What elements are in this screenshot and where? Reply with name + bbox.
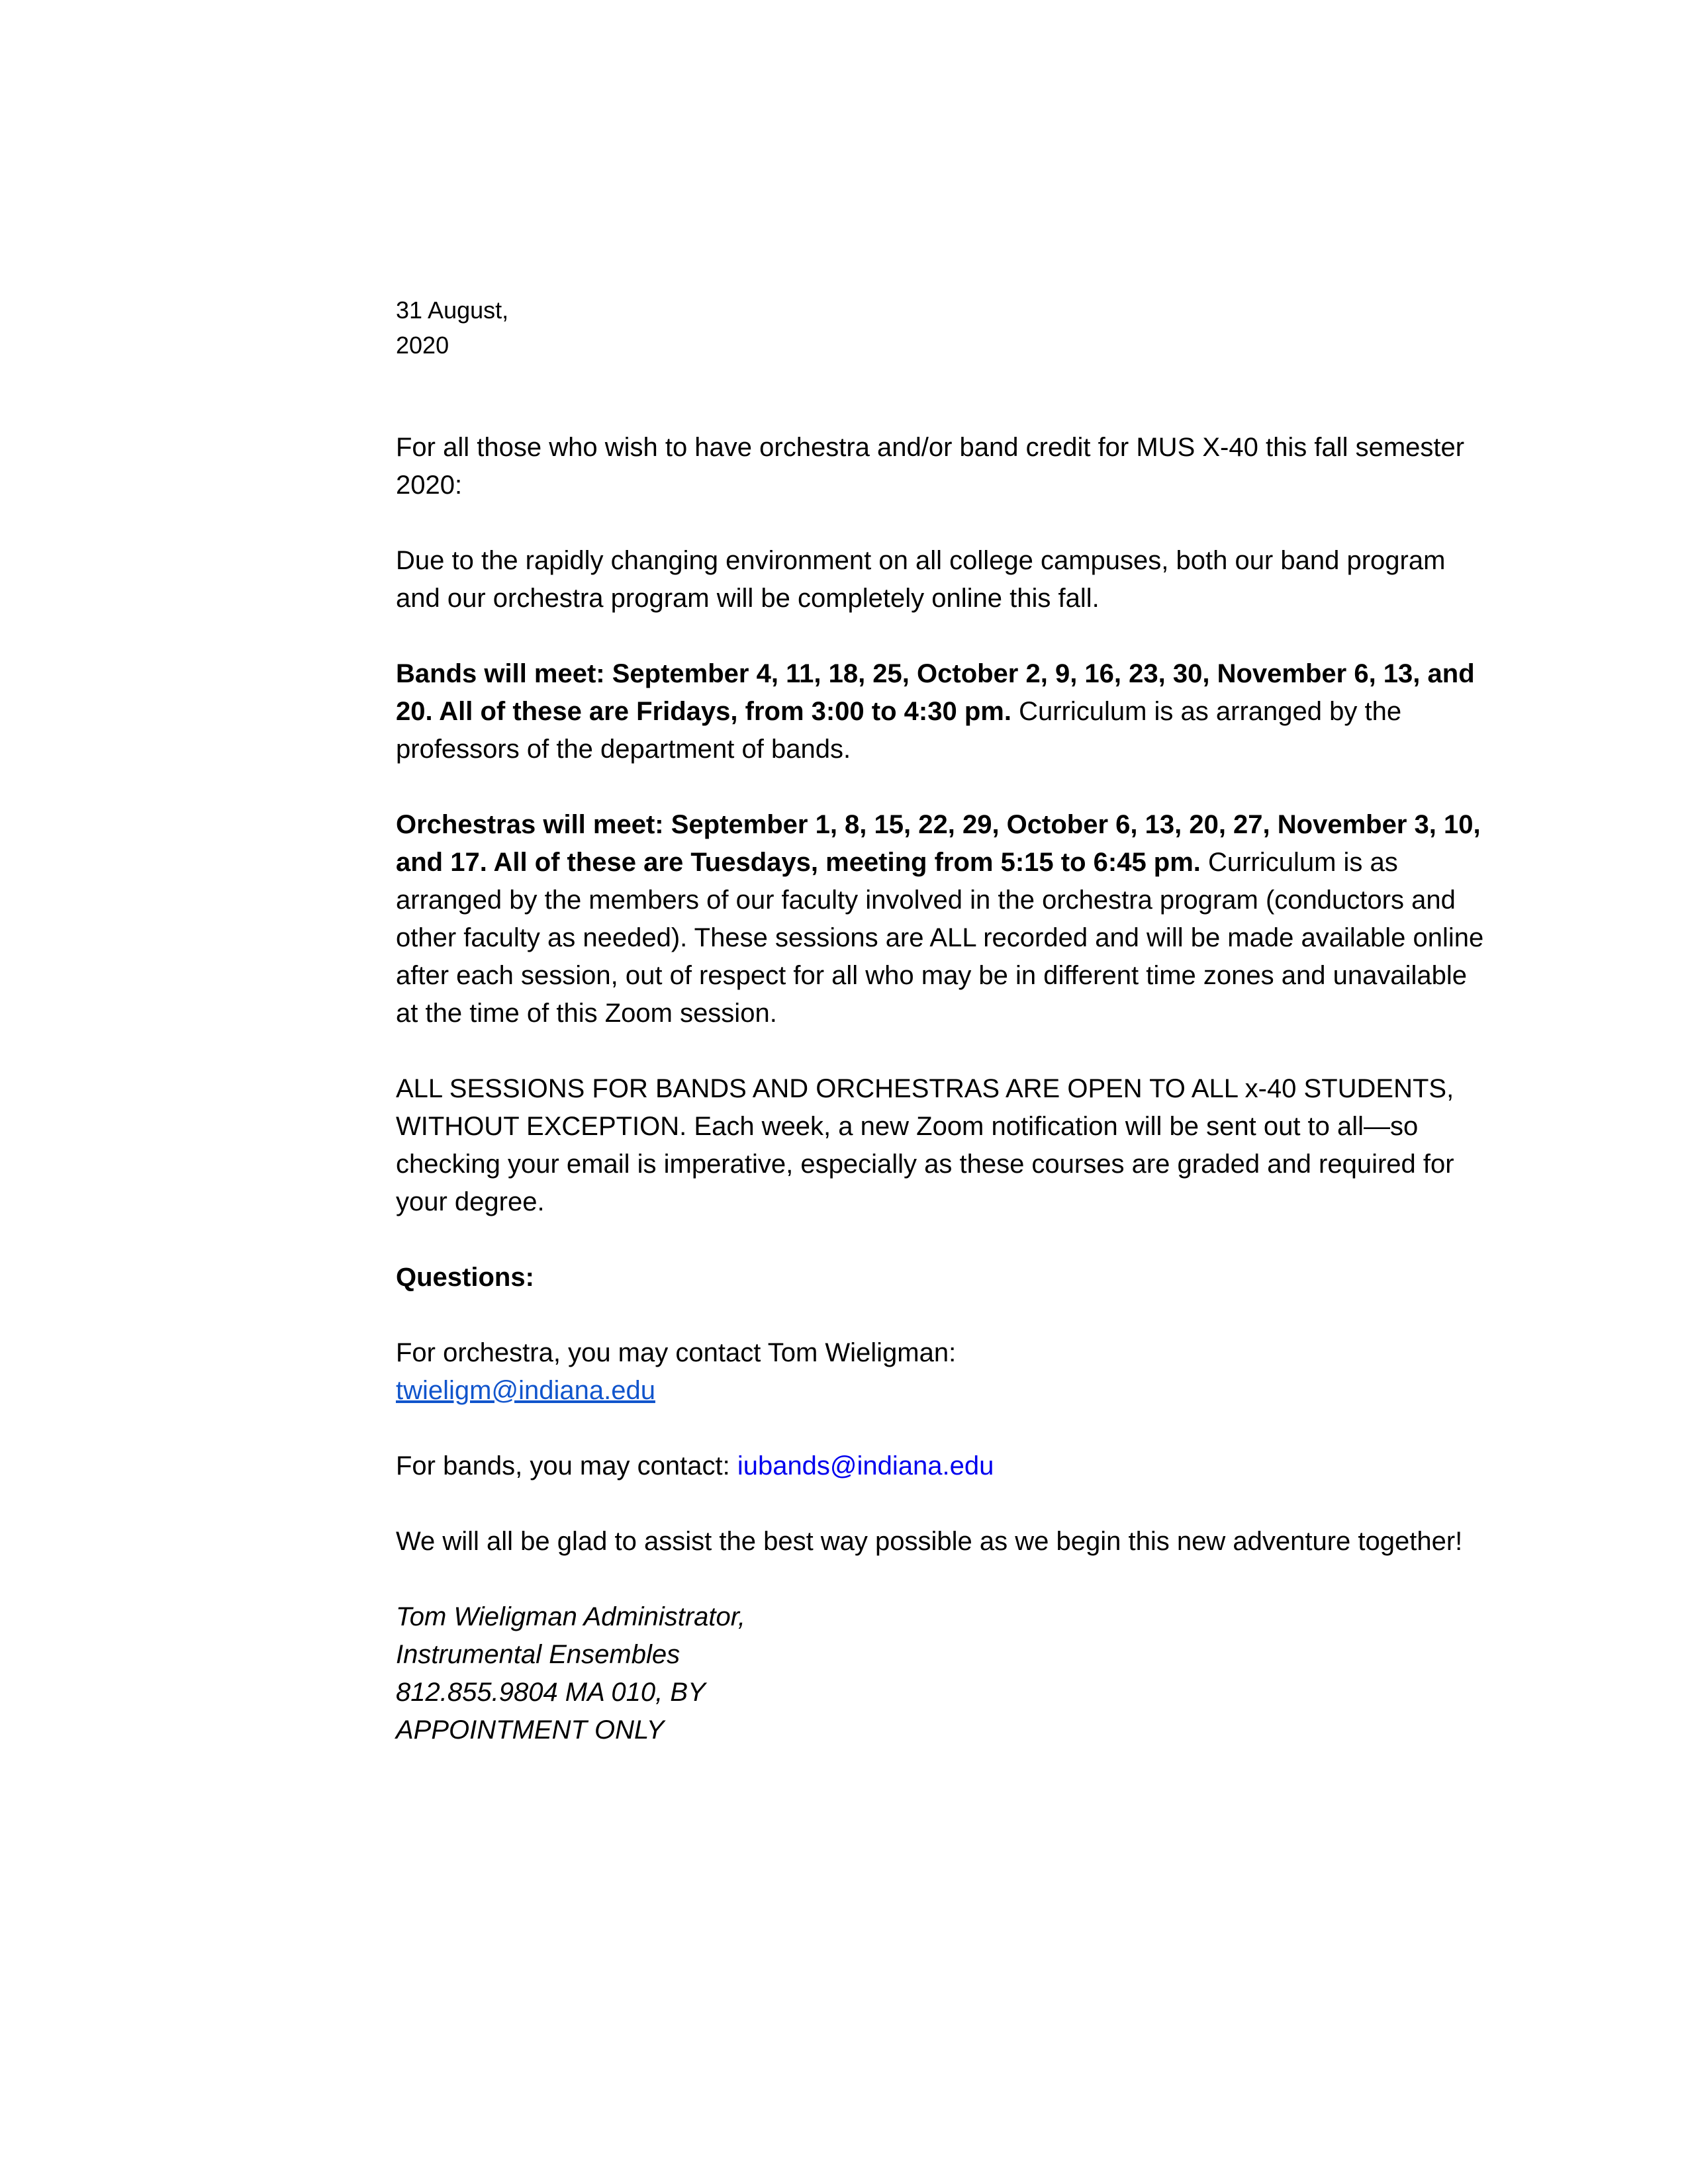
bands-contact <box>396 1447 1495 1485</box>
bands-schedule-bold: Bands will meet: September 4, 11, 18, 25, October 2, 9, 16, 23, 30, November 6, 13, and 20. All of these are Fridays, from 3:00 to 4:30 pm. <box>396 659 1475 726</box>
bands-contact-email-link[interactable]: iubands@indiana.edu <box>737 1451 994 1480</box>
orchestra-schedule-text: Curriculum is as arranged by the members of our faculty involved in the orchestra program (conductors and other faculty as needed). These sessions are ALL recorded and will be made available online after each session, out of respect for all who may be in different time zones and unavailable at the time of this Zoom session. <box>396 848 1484 1028</box>
orchestra-contact-text: For orchestra, you may contact Tom Wieligman: <box>396 1338 957 1367</box>
intro-paragraph: For all those who wish to have orchestra and/or band credit for MUS X-40 this fall semester 2020: <box>396 433 1465 500</box>
orchestra-contact <box>396 1334 1495 1410</box>
orchestra-schedule-paragraph <box>396 806 1495 1032</box>
signature-block <box>396 1598 1495 1749</box>
date-line-1: 31 August, <box>396 296 509 324</box>
date-line-2: 2020 <box>396 332 449 359</box>
signature-line-name: Tom Wieligman Administrator, <box>396 1602 745 1631</box>
orchestra-schedule-bold: Orchestras will meet: September 1, 8, 15, 22, 29, October 6, 13, 20, 27, November 3, 10, and 17. All of these are Tuesdays, meeting from 5:15 to 6:45 pm. <box>396 810 1481 877</box>
signature-line-department: Instrumental Ensembles <box>396 1640 680 1669</box>
closing-paragraph: We will all be glad to assist the best way possible as we begin this new adventure together! <box>396 1527 1463 1556</box>
sessions-note-paragraph: ALL SESSIONS FOR BANDS AND ORCHESTRAS ARE OPEN TO ALL x-40 STUDENTS, WITHOUT EXCEPTION. Each week, a new Zoom notification will be sent out to all—so checking your email is imperative, especially as these courses are graded and required for your degree. <box>396 1074 1454 1216</box>
signature-line-appointment: APPOINTMENT ONLY <box>396 1715 665 1745</box>
signature-line-phone-office: 812.855.9804 MA 010, BY <box>396 1678 706 1707</box>
letter-body <box>396 293 1495 1749</box>
bands-schedule-text: Curriculum is as arranged by the professors of the department of bands. <box>396 697 1402 764</box>
questions-heading: Questions: <box>396 1263 534 1292</box>
context-paragraph: Due to the rapidly changing environment on all college campuses, both our band program and our orchestra program will be completely online this fall. <box>396 546 1446 613</box>
letter-date <box>396 293 1495 363</box>
bands-schedule-paragraph <box>396 655 1495 768</box>
orchestra-contact-email-link[interactable]: twieligm@indiana.edu <box>396 1376 655 1405</box>
bands-contact-text: For bands, you may contact: <box>396 1451 737 1480</box>
